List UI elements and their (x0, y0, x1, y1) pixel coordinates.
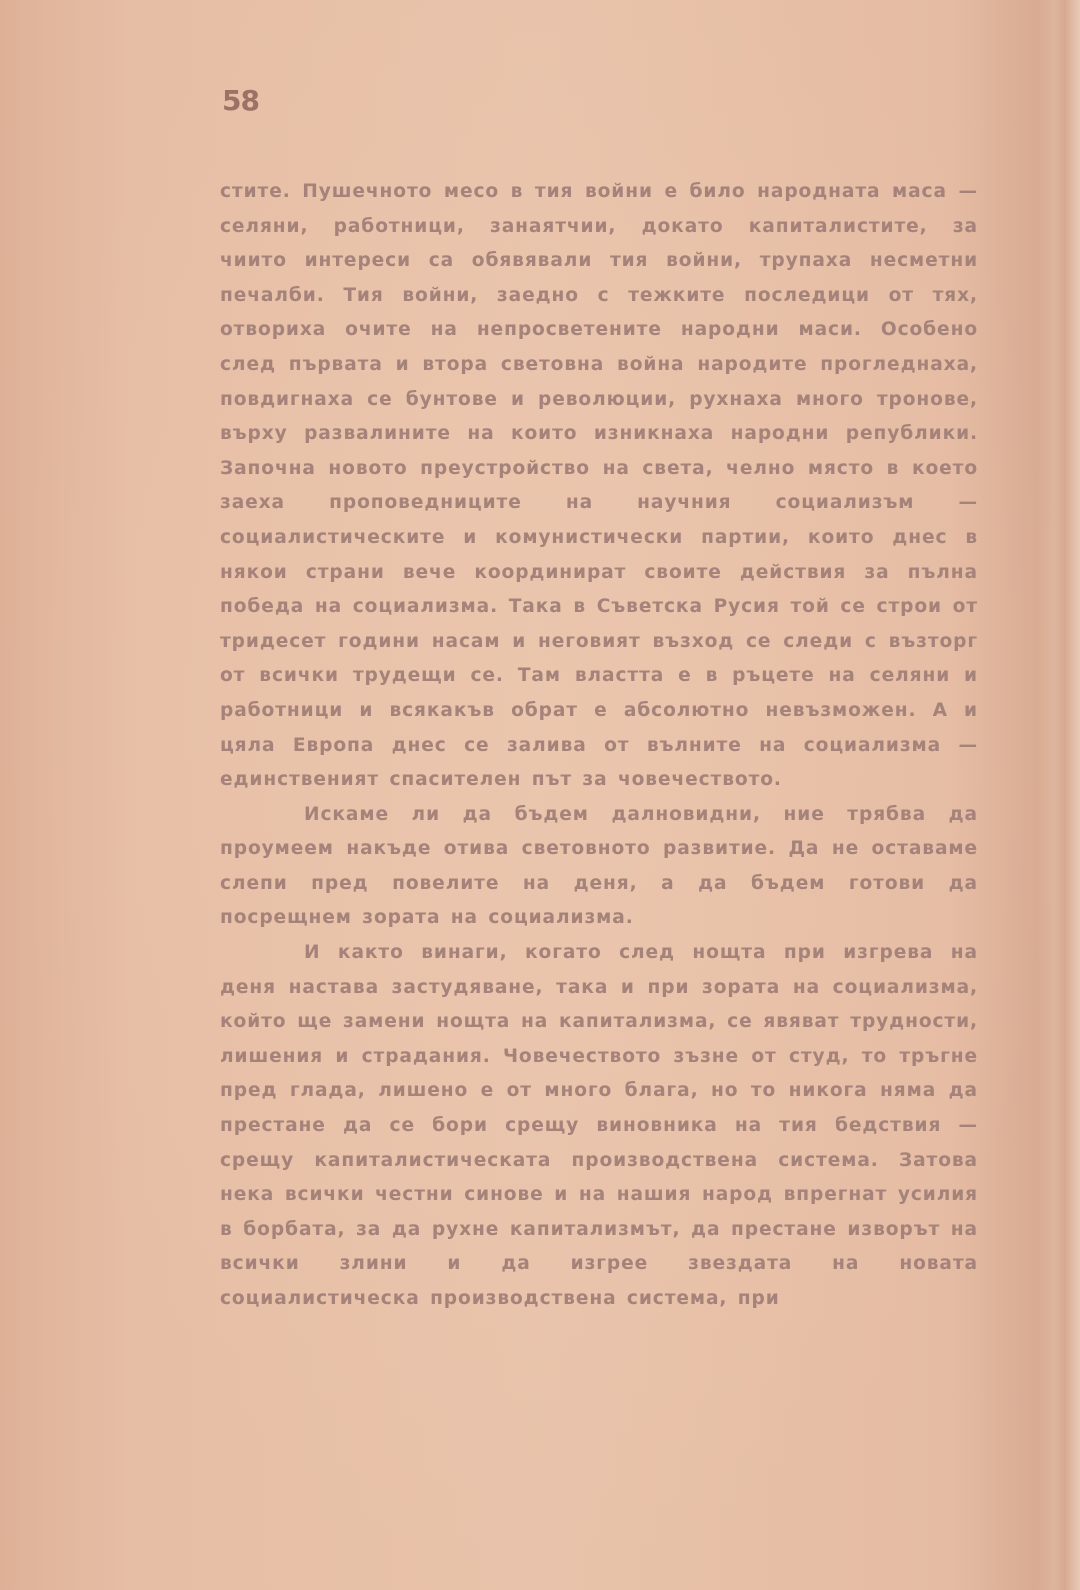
body-text (220, 175, 978, 1317)
paragraph-1: стите. Пушечното месо в тия войни е било народната маса — селяни, работници, занаятчии, докато капиталистите, за чиито интереси са обявявали тия войни, трупаха несметни печалби. Тия войни, заедно с тежките последици от тях, отвориха очите на непросветените народни маси. Особено след първата и втора световна война народите прогледнаха, повдигнаха се бунтове и революции, рухнаха много тронове, върху развалините на които изникнаха народни републики. Започна новото преустройство на света, челно място в което заеха проповедниците на научния социализъм — социалистическите и комунистически партии, които днес в някои страни вече координират своите действия за пълна победа на социализма. Така в Съветска Русия той се строи от тридесет години насам и неговият възход се следи с възторг от всички трудещи се. Там властта е в ръцете на селяни и работници и всякакъв обрат е абсолютно невъзможен. А и цяла Европа днес се залива от вълните на социализма — единственият спасителен път за човечеството. (220, 181, 978, 791)
paragraph-2: Искаме ли да бъдем далновидни, ние трябва да проумеем накъде отива световното развитие. Да не оставаме слепи пред повелите на деня, а да бъдем готови да посрещнем зората на социализма. (220, 803, 978, 929)
paragraph-3: И както винаги, когато след нощта при изгрева на деня настава застудяване, така и при зората на социализма, който ще замени нощта на капитализма, се явяват трудности, лишения и страдания. Човечеството зъзне от студ, то тръгне пред глада, лишено е от много блага, но то никога няма да престане да се бори срещу виновника на тия бедствия — срещу капиталистическата производствена система. Затова нека всички честни синове и на нашия народ впрегнат усилия в борбата, за да рухне капитализмът, да престане изворът на всички злини и да изгрее звездата на новата социалистическа производствена система, при (220, 942, 978, 1309)
page-edge-shadow (1054, 0, 1080, 1590)
page-number: 58 (222, 84, 259, 117)
